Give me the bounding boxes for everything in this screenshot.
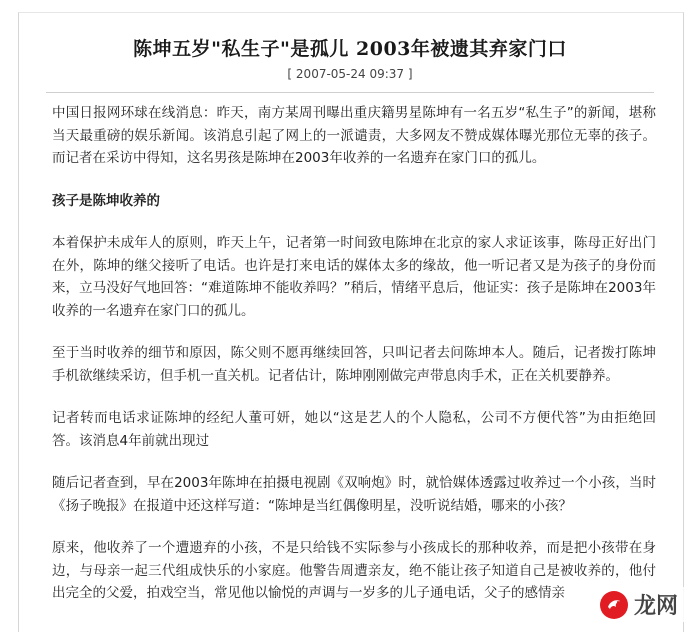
paragraph-6: 原来，他收养了一个遭遗弃的小孩，不是只给钱不实际参与小孩成长的那种收养，而是把小孩带在身边，与母亲一起三代组成快乐的小家庭。他警告周遭亲友，绝不能让孩子知道自己是被收养的，他付出完全的父爱，拍戏空当，常见他以愉悦的声调与一岁多的儿子通电话，父子的感情亲 [52,540,656,601]
article-date: [ 2007-05-24 09:37 ] [287,67,413,81]
paragraph-5: 随后记者查到，早在2003年陈坤在拍摄电视剧《双响炮》时，就恰媒体透露过收养过一个小孩，当时《扬子晚报》在报道中还这样写道：“陈坤是当红偶像明星，没听说结婚，哪来的小孩？ [52,475,656,514]
paragraph-2: 本着保护未成年人的原则，昨天上午，记者第一时间致电陈坤在北京的家人求证该事，陈母正好出门在外，陈坤的继父接听了电话。也许是打来电话的媒体太多的缘故，他一听记者又是为孩子的身份而来，立马没好气地回答：“难道陈坤不能收养吗？”稍后，情绪平息后，他证实：孩子是陈坤在2003年收养的一名遗弃在家门口的孤儿。 [52,235,656,319]
article-body [52,102,656,625]
watermark-text: 龙网 [633,593,678,619]
article-title: 陈坤五岁"私生子"是孤儿 2003年被遗其弃家门口 [133,38,567,60]
section-subheading: 孩子是陈坤收养的 [52,192,160,209]
dragon-logo-icon [600,591,628,619]
paragraph-intro: 中国日报网环球在线消息：昨天，南方某周刊曝出重庆籍男星陈坤有一名五岁“私生子”的新闻，堪称当天最重磅的娱乐新闻。该消息引起了网上的一派谴责，大多网友不赞成媒体曝光那位无辜的孩子。而记者在采访中得知，这名男孩是陈坤在2003年收养的一名遗弃在家门口的孤儿。 [52,105,656,166]
title-divider [46,92,654,93]
site-watermark [596,587,684,622]
paragraph-4: 记者转而电话求证陈坤的经纪人董可妍，她以“这是艺人的个人隐私，公司不方便代答”为由拒绝回答。该消息4年前就出现过 [52,410,656,449]
paragraph-3: 至于当时收养的细节和原因，陈父则不愿再继续回答，只叫记者去问陈坤本人。随后，记者拨打陈坤手机欲继续采访，但手机一直关机。记者估计，陈坤刚刚做完声带息肉手术，正在关机要静养。 [52,345,656,384]
